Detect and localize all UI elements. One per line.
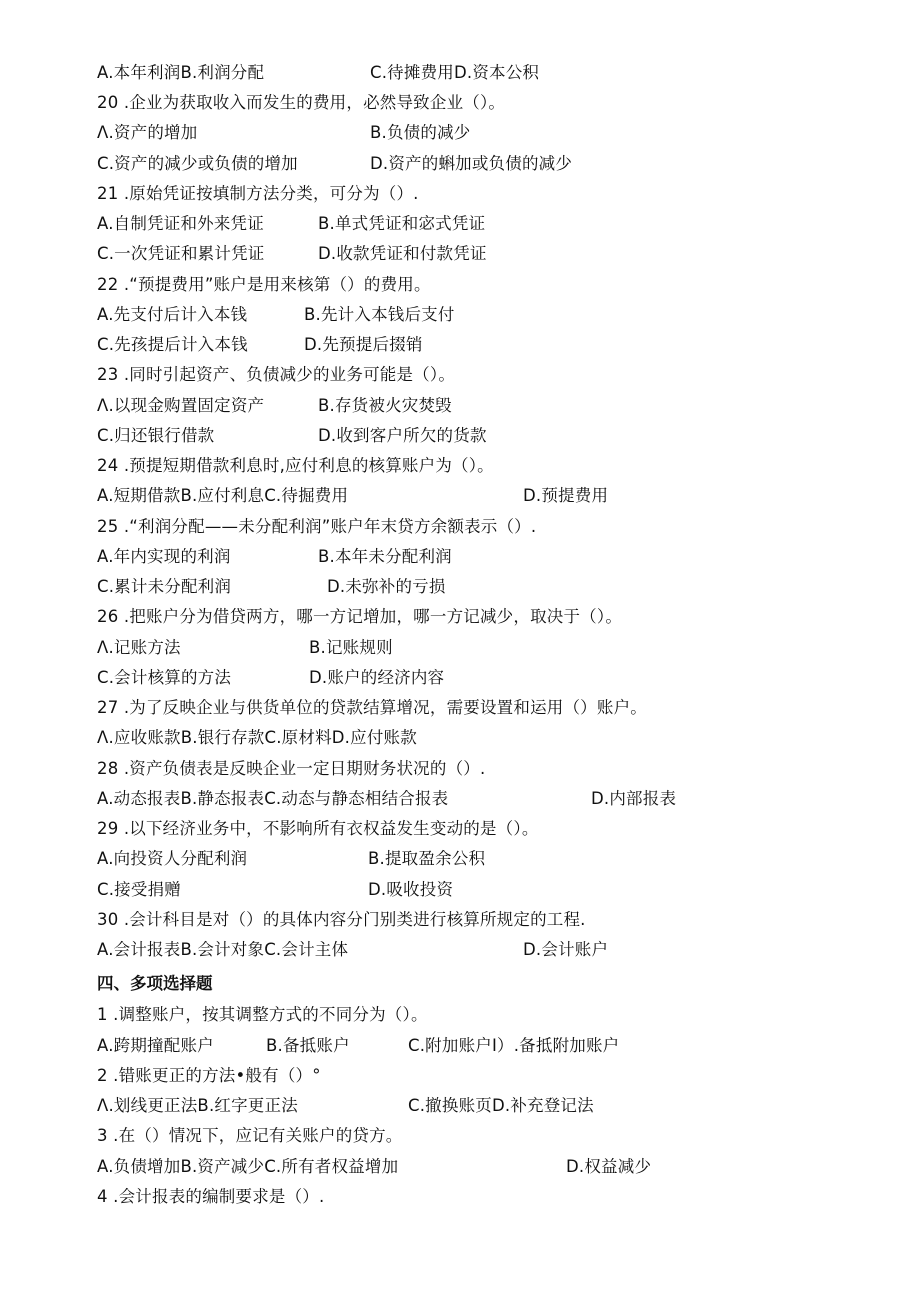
mc-question-4: 4 .会计报表的编制要求是（）. (97, 1187, 325, 1206)
q30-option-d: D.会计账户 (523, 940, 609, 959)
question-22: 22 .“预提费用”账户是用来核第（）的费用。 (97, 275, 431, 294)
q27-options: Λ.应收账款B.银行存款C.原材料D.应付账款 (97, 728, 417, 747)
q26-option-b: B.记账规则 (309, 638, 393, 657)
question-20: 20 .企业为获取收入而发生的费用，必然导致企业（）。 (97, 93, 506, 112)
question-29: 29 .以下经济业务中，不影响所有衣权益发生变动的是（）。 (97, 819, 539, 838)
q23-option-d: D.收到客户所欠的货款 (318, 426, 487, 445)
mc3-option-d: D.权益减少 (566, 1157, 652, 1176)
q26-option-c: C.会计核算的方法 (97, 668, 232, 687)
question-26: 26 .把账户分为借贷两方，哪一方记增加，哪一方记减少，取决于（）。 (97, 607, 623, 626)
mc-question-3: 3 .在（）情况下，应记有关账户的贷方。 (97, 1126, 403, 1145)
q29-option-c: C.接受捐赠 (97, 880, 181, 899)
mc-question-1: 1 .调整账户，按其调整方式的不同分为（）。 (97, 1005, 428, 1024)
q26-option-a: Λ.记账方法 (97, 638, 181, 657)
q21-option-a: A.自制凭证和外来凭证 (97, 214, 264, 233)
q26-option-d: D.账户的经济内容 (309, 668, 445, 687)
q25-option-c: C.累计未分配利润 (97, 577, 232, 596)
q20-option-a: Λ.资产的增加 (97, 123, 198, 142)
mc2-options-cd: C.撤换账页D.补充登记法 (408, 1096, 594, 1115)
mc1-option-a: A.跨期撞配账户 (97, 1036, 214, 1055)
q25-option-b: B.本年未分配利润 (318, 547, 452, 566)
q22-option-d: D.先预提后掇销 (304, 335, 423, 354)
q22-option-c: C.先孩提后计入本钱 (97, 335, 248, 354)
mc1-options-cd: C.附加账户I）.备抵附加账户 (408, 1036, 620, 1055)
question-24: 24 .预提短期借款利息时,应付利息的核算账户为（）。 (97, 456, 494, 475)
q29-option-d: D.吸收投资 (368, 880, 454, 899)
q20-option-d: D.资产的蝌加或负债的减少 (370, 154, 573, 173)
q24-option-d: D.预提费用 (523, 486, 609, 505)
q24-options-abc: A.短期借款B.应付利息C.待掘费用 (97, 486, 349, 505)
q23-option-c: C.归还银行借款 (97, 426, 215, 445)
question-25: 25 .“利润分配——未分配利润”账户年末贷方余额表示（）. (97, 517, 537, 536)
q29-option-b: B.提取盈余公积 (368, 849, 486, 868)
q25-option-a: A.年内实现的利润 (97, 547, 231, 566)
q19-options-ab: A.本年利润B.利润分配 (97, 63, 265, 82)
mc-question-2: 2 .错账更正的方法•般有（）° (97, 1066, 321, 1085)
q25-option-d: D.未弥补的亏损 (327, 577, 446, 596)
q30-options-abc: A.会计报表B.会计对象C.会计主体 (97, 940, 349, 959)
question-30: 30 .会计科目是对（）的具体内容分门别类进行核算所规定的工程. (97, 910, 586, 929)
q21-option-c: C.一次凭证和累计凭证 (97, 244, 265, 263)
q29-option-a: A.向投资人分配利润 (97, 849, 248, 868)
q20-option-c: C.资产的减少或负债的增加 (97, 154, 298, 173)
q28-options-abc: A.动态报表B.静态报表C.动态与静态相结合报表 (97, 789, 449, 808)
mc3-options-abc: A.负债增加B.资产减少C.所有者权益增加 (97, 1157, 399, 1176)
mc1-option-b: B.备抵账户 (266, 1036, 350, 1055)
question-27: 27 .为了反映企业与供货单位的贷款结算增况，需要设置和运用（）账户。 (97, 698, 647, 717)
q28-option-d: D.内部报表 (591, 789, 677, 808)
mc2-options-ab: Λ.划线更正法B.红字更正法 (97, 1096, 298, 1115)
question-23: 23 .同时引起资产、负债减少的业务可能是（）。 (97, 365, 456, 384)
q20-option-b: B.负债的减少 (370, 123, 471, 142)
q22-option-b: B.先计入本钱后支付 (304, 305, 455, 324)
question-21: 21 .原始凭证按填制方法分类，可分为（）. (97, 184, 419, 203)
section-multiple-choice-title: 四、多项选择题 (97, 974, 213, 993)
q21-option-b: B.单式凭证和宓式凭证 (318, 214, 486, 233)
q23-option-a: Λ.以现金购置固定资产 (97, 396, 265, 415)
q22-option-a: A.先支付后计入本钱 (97, 305, 248, 324)
q21-option-d: D.收款凭证和付款凭证 (318, 244, 487, 263)
q23-option-b: B.存货被火灾焚毁 (318, 396, 452, 415)
q19-options-cd: C.待摊费用D.资本公积 (370, 63, 540, 82)
question-28: 28 .资产负债表是反映企业一定日期财务状况的（）. (97, 759, 486, 778)
